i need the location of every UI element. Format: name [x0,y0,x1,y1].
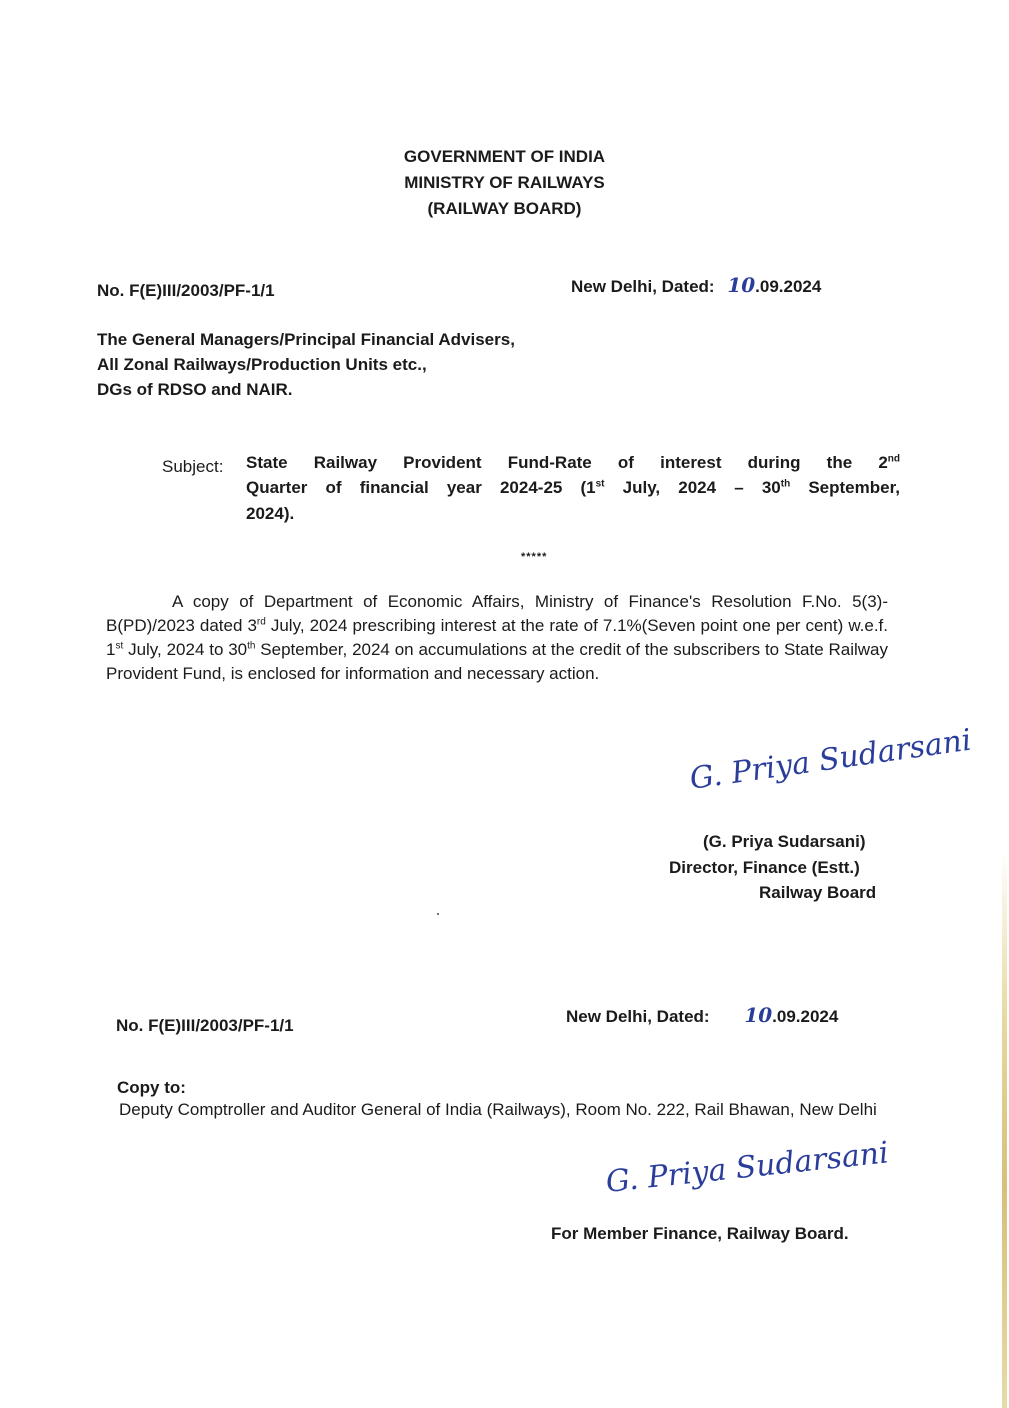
copy-handwritten-date-day: 10 [744,1003,773,1027]
copy-dated-label: New Delhi, Dated: [566,1007,710,1026]
handwritten-date-day: 10 [727,273,756,297]
speck-mark [437,913,439,915]
addressee-line-3: DGs of RDSO and NAIR. [97,380,293,399]
dated-label: New Delhi, Dated: [571,277,715,296]
copy-date-line [566,1003,838,1029]
addressee-line-1: The General Managers/Principal Financial Advisers, [97,330,515,349]
subject-line-1: State Railway Provident Fund-Rate of interest during the 2nd [246,453,900,472]
body-paragraph: A copy of Department of Economic Affairs, Ministry of Finance's Resolution F.No. 5(3)-B(PD)/2023 dated 3rd July, 2024 prescribing interest at the rate of 7.1%(Seven point one per cent) w.e.f. 1st July, 2024 to 30th September, 2024 on accumulations at the credit of the subscribers to State Railway Provident Fund, is enclosed for information and necessary action. [106,592,888,683]
subject-label: Subject: [162,457,224,476]
signature-image: G. Priya Sudarsani [687,722,974,797]
copy-recipient: Deputy Comptroller and Auditor General of India (Railways), Room No. 222, Rail Bhawan, New Delhi [119,1100,877,1119]
header-ministry: MINISTRY OF RAILWAYS [404,173,605,192]
separator-stars: ***** [521,551,548,563]
copy-date-month-year: .09.2024 [772,1007,839,1026]
signatory-name: (G. Priya Sudarsani) [703,832,866,851]
signatory-org: Railway Board [759,883,877,902]
subject-line-3: 2024). [246,504,295,523]
header-board: (RAILWAY BOARD) [427,199,582,218]
header-government: GOVERNMENT OF INDIA [403,147,606,166]
subject-line-2: Quarter of financial year 2024-25 (1st July, 2024 – 30th September, [246,478,900,497]
addressee-line-2: All Zonal Railways/Production Units etc., [97,355,427,374]
date-line [571,273,821,299]
for-member-finance: For Member Finance, Railway Board. [551,1224,849,1243]
copy-reference-number: No. F(E)III/2003/PF-1/1 [116,1016,294,1035]
copy-signature-image: G. Priya Sudarsani [604,1135,891,1200]
signatory-title: Director, Finance (Estt.) [669,858,860,877]
date-month-year: .09.2024 [755,277,822,296]
scan-edge-mark [1002,850,1007,1408]
reference-number: No. F(E)III/2003/PF-1/1 [97,281,275,300]
copy-to-label: Copy to: [117,1078,186,1097]
